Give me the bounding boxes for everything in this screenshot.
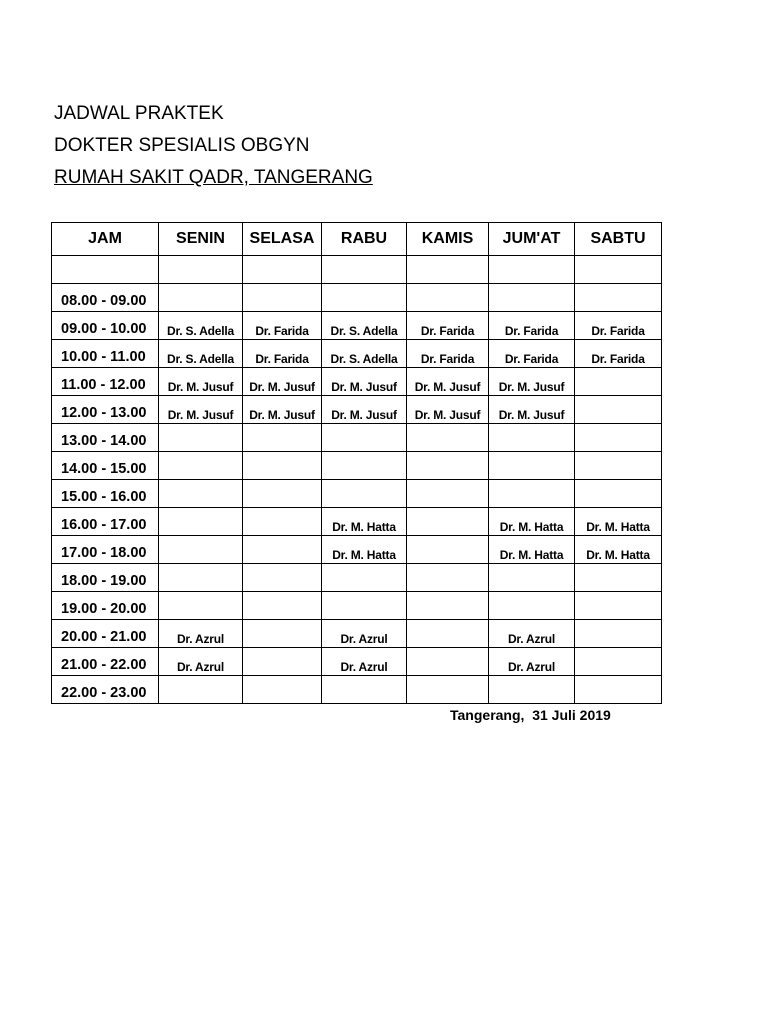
schedule-cell-sabtu: [575, 592, 662, 620]
schedule-cell-rabu: [322, 592, 407, 620]
table-row: [52, 620, 662, 648]
column-header-jam: JAM: [52, 223, 159, 256]
doctor-name: Dr. Azrul: [507, 660, 556, 674]
doctor-name: Dr. M. Hatta: [332, 520, 396, 534]
column-header-kamis: KAMIS: [407, 223, 489, 256]
table-row: [52, 452, 662, 480]
schedule-cell-selasa: [243, 284, 322, 312]
time-slot-cell: 20.00 - 21.00: [52, 620, 159, 648]
schedule-cell-rabu: [322, 340, 407, 368]
schedule-cell-sabtu: [575, 676, 662, 704]
doctor-name: Dr. S. Adella: [167, 352, 234, 366]
schedule-cell-sabtu: [575, 508, 662, 536]
doctor-name: Dr. M. Jusuf: [331, 408, 397, 422]
schedule-cell-sabtu: [575, 256, 662, 284]
schedule-cell-kamis: [407, 368, 489, 396]
schedule-cell-senin: [159, 256, 243, 284]
schedule-cell-jumat: [489, 396, 575, 424]
time-slot-cell: 22.00 - 23.00: [52, 676, 159, 704]
doctor-name: Dr. Farida: [255, 352, 309, 366]
schedule-cell-senin: [159, 480, 243, 508]
doctor-name: Dr. M. Jusuf: [414, 380, 481, 394]
schedule-cell-jumat: [489, 648, 575, 676]
time-slot-cell: 15.00 - 16.00: [52, 480, 159, 508]
schedule-cell-rabu: [322, 256, 407, 284]
schedule-cell-jumat: [489, 480, 575, 508]
schedule-cell-kamis: [407, 396, 489, 424]
schedule-cell-sabtu: [575, 620, 662, 648]
column-header-rabu: RABU: [322, 223, 407, 256]
table-row: [52, 564, 662, 592]
schedule-cell-senin: [159, 312, 243, 340]
schedule-cell-kamis: [407, 340, 489, 368]
schedule-cell-kamis: [407, 592, 489, 620]
doctor-name: Dr. M. Hatta: [586, 548, 650, 562]
doctor-name: Dr. M. Jusuf: [331, 380, 397, 394]
title-hospital: RUMAH SAKIT QADR, TANGERANG: [54, 167, 373, 188]
schedule-cell-sabtu: [575, 368, 662, 396]
schedule-cell-rabu: [322, 368, 407, 396]
schedule-cell-rabu: [322, 284, 407, 312]
schedule-cell-kamis: [407, 620, 489, 648]
schedule-cell-jumat: [489, 284, 575, 312]
schedule-cell-selasa: [243, 368, 322, 396]
schedule-cell-jumat: [489, 256, 575, 284]
doctor-name: Dr. M. Hatta: [586, 520, 650, 534]
table-row: [52, 536, 662, 564]
time-slot-cell: 19.00 - 20.00: [52, 592, 159, 620]
schedule-cell-jumat: [489, 508, 575, 536]
schedule-cell-selasa: [243, 452, 322, 480]
time-slot-cell: 16.00 - 17.00: [52, 508, 159, 536]
time-slot-cell: 12.00 - 13.00: [52, 396, 159, 424]
schedule-cell-sabtu: [575, 284, 662, 312]
schedule-cell-jumat: [489, 424, 575, 452]
schedule-cell-sabtu: [575, 648, 662, 676]
schedule-cell-sabtu: [575, 396, 662, 424]
schedule-cell-selasa: [243, 592, 322, 620]
schedule-cell-rabu: [322, 620, 407, 648]
schedule-cell-jumat: [489, 620, 575, 648]
schedule-cell-rabu: [322, 536, 407, 564]
schedule-cell-kamis: [407, 256, 489, 284]
doctor-name: Dr. S. Adella: [330, 352, 398, 366]
doctor-name: Dr. M. Jusuf: [167, 380, 234, 394]
schedule-cell-senin: [159, 508, 243, 536]
doctor-name: Dr. Farida: [420, 324, 475, 338]
table-row: [52, 340, 662, 368]
schedule-cell-senin: [159, 564, 243, 592]
schedule-cell-senin: [159, 340, 243, 368]
schedule-cell-selasa: [243, 676, 322, 704]
schedule-cell-rabu: [322, 508, 407, 536]
table-row: [52, 508, 662, 536]
schedule-cell-rabu: [322, 480, 407, 508]
schedule-cell-kamis: [407, 312, 489, 340]
schedule-cell-jumat: [489, 564, 575, 592]
schedule-cell-rabu: [322, 564, 407, 592]
table-row: [52, 676, 662, 704]
doctor-name: Dr. Farida: [504, 352, 559, 366]
schedule-cell-selasa: [243, 312, 322, 340]
time-slot-cell: 09.00 - 10.00: [52, 312, 159, 340]
table-row: [52, 368, 662, 396]
doctor-name: Dr. Azrul: [176, 660, 225, 674]
table-row: [52, 480, 662, 508]
schedule-cell-kamis: [407, 676, 489, 704]
schedule-cell-senin: [159, 396, 243, 424]
doctor-name: Dr. M. Jusuf: [498, 408, 565, 422]
schedule-cell-senin: [159, 368, 243, 396]
column-header-sabtu: SABTU: [575, 223, 662, 256]
time-slot-cell: 14.00 - 15.00: [52, 452, 159, 480]
schedule-cell-senin: [159, 676, 243, 704]
column-header-selasa: SELASA: [243, 223, 322, 256]
time-slot-cell: 08.00 - 09.00: [52, 284, 159, 312]
schedule-cell-sabtu: [575, 424, 662, 452]
schedule-cell-rabu: [322, 312, 407, 340]
schedule-cell-jumat: [489, 676, 575, 704]
schedule-cell-senin: [159, 424, 243, 452]
schedule-cell-sabtu: [575, 340, 662, 368]
doctor-name: Dr. Azrul: [176, 632, 225, 646]
time-slot-cell: 10.00 - 11.00: [52, 340, 159, 368]
schedule-cell-selasa: [243, 508, 322, 536]
column-header-jumat: JUM'AT: [489, 223, 575, 256]
title-specialist: DOKTER SPESIALIS OBGYN: [54, 135, 310, 156]
schedule-cell-senin: [159, 620, 243, 648]
doctor-name: Dr. Azrul: [340, 632, 388, 646]
schedule-cell-kamis: [407, 424, 489, 452]
doctor-name: Dr. M. Jusuf: [414, 408, 481, 422]
doctor-name: Dr. M. Jusuf: [498, 380, 565, 394]
schedule-cell-kamis: [407, 648, 489, 676]
schedule-cell-kamis: [407, 564, 489, 592]
time-slot-cell: 13.00 - 14.00: [52, 424, 159, 452]
schedule-cell-selasa: [243, 424, 322, 452]
time-slot-cell: 17.00 - 18.00: [52, 536, 159, 564]
schedule-cell-rabu: [322, 396, 407, 424]
schedule-cell-selasa: [243, 396, 322, 424]
column-header-senin: SENIN: [159, 223, 243, 256]
doctor-name: Dr. M. Jusuf: [249, 380, 315, 394]
doctor-name: Dr. S. Adella: [167, 324, 234, 338]
table-row: [52, 592, 662, 620]
schedule-cell-selasa: [243, 340, 322, 368]
doctor-name: Dr. Azrul: [340, 660, 388, 674]
schedule-cell-kamis: [407, 452, 489, 480]
schedule-cell-selasa: [243, 536, 322, 564]
schedule-cell-senin: [159, 452, 243, 480]
schedule-cell-jumat: [489, 368, 575, 396]
schedule-cell-kamis: [407, 480, 489, 508]
place-date: Tangerang, 31 Juli 2019: [450, 707, 611, 723]
doctor-name: Dr. M. Hatta: [499, 548, 564, 562]
schedule-cell-senin: [159, 592, 243, 620]
time-slot-cell: 18.00 - 19.00: [52, 564, 159, 592]
doctor-name: Dr. Farida: [591, 324, 645, 338]
schedule-cell-sabtu: [575, 312, 662, 340]
schedule-body: [52, 256, 662, 704]
schedule-cell-selasa: [243, 648, 322, 676]
schedule-cell-kamis: [407, 508, 489, 536]
schedule-cell-selasa: [243, 620, 322, 648]
table-row: [52, 256, 662, 284]
table-row: [52, 648, 662, 676]
schedule-cell-selasa: [243, 480, 322, 508]
schedule-cell-jumat: [489, 452, 575, 480]
doctor-name: Dr. Azrul: [507, 632, 556, 646]
table-row: [52, 312, 662, 340]
table-header-row: [52, 223, 662, 256]
schedule-cell-jumat: [489, 312, 575, 340]
schedule-cell-kamis: [407, 536, 489, 564]
doctor-name: Dr. Farida: [504, 324, 559, 338]
time-slot-cell: [52, 256, 159, 284]
table-row: [52, 284, 662, 312]
schedule-cell-rabu: [322, 648, 407, 676]
time-slot-cell: 21.00 - 22.00: [52, 648, 159, 676]
schedule-cell-jumat: [489, 340, 575, 368]
doctor-name: Dr. S. Adella: [330, 324, 398, 338]
schedule-cell-selasa: [243, 256, 322, 284]
schedule-cell-kamis: [407, 284, 489, 312]
doctor-name: Dr. M. Jusuf: [249, 408, 315, 422]
schedule-cell-jumat: [489, 536, 575, 564]
schedule-cell-sabtu: [575, 452, 662, 480]
doctor-name: Dr. Farida: [420, 352, 475, 366]
document-header: [54, 98, 373, 194]
schedule-cell-selasa: [243, 564, 322, 592]
schedule-cell-jumat: [489, 592, 575, 620]
schedule-cell-rabu: [322, 452, 407, 480]
doctor-name: Dr. Farida: [591, 352, 645, 366]
schedule-cell-rabu: [322, 424, 407, 452]
table-row: [52, 396, 662, 424]
schedule-cell-rabu: [322, 676, 407, 704]
schedule-cell-senin: [159, 536, 243, 564]
doctor-name: Dr. M. Hatta: [499, 520, 564, 534]
schedule-cell-senin: [159, 648, 243, 676]
time-slot-cell: 11.00 - 12.00: [52, 368, 159, 396]
title-schedule: JADWAL PRAKTEK: [54, 103, 224, 124]
schedule-cell-sabtu: [575, 564, 662, 592]
schedule-table: [51, 222, 662, 704]
doctor-name: Dr. M. Hatta: [332, 548, 396, 562]
table-row: [52, 424, 662, 452]
schedule-cell-sabtu: [575, 480, 662, 508]
doctor-name: Dr. M. Jusuf: [167, 408, 234, 422]
schedule-cell-sabtu: [575, 536, 662, 564]
schedule-cell-senin: [159, 284, 243, 312]
doctor-name: Dr. Farida: [255, 324, 309, 338]
